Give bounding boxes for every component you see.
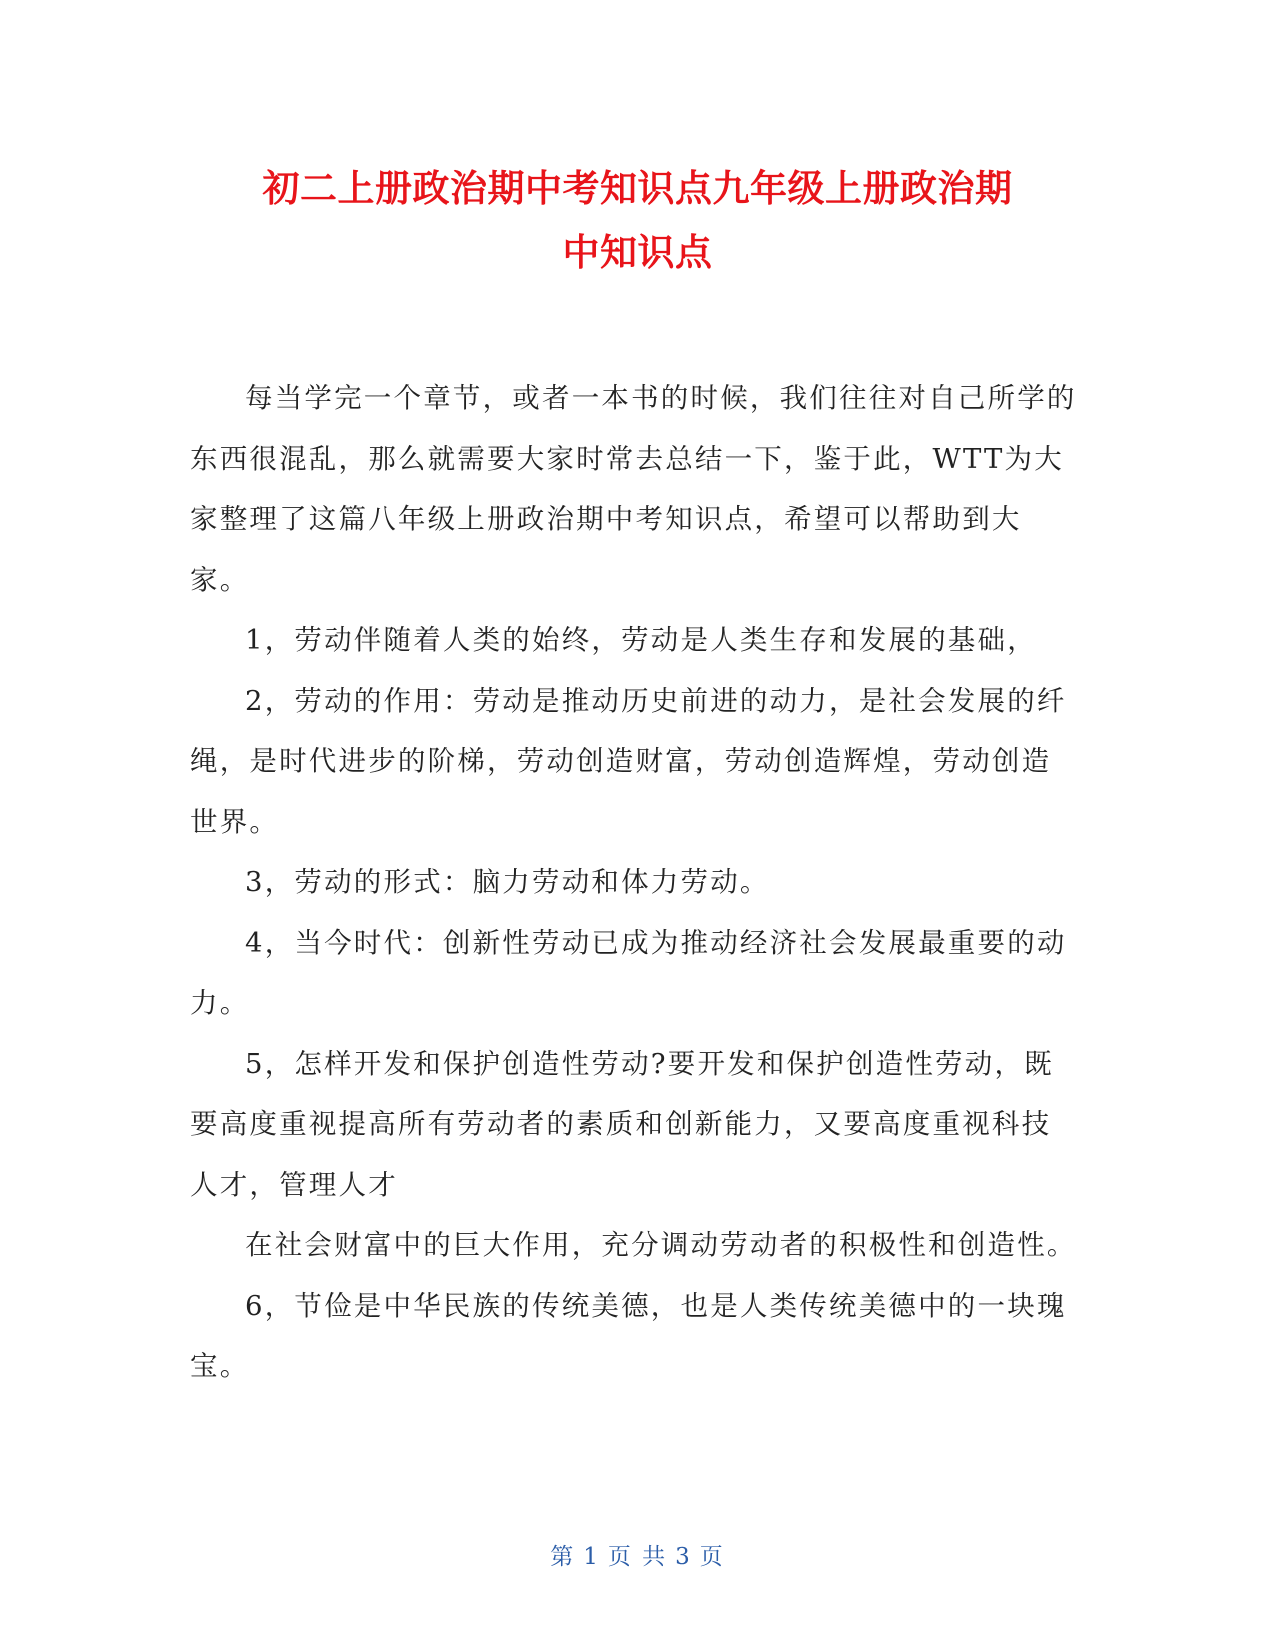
- document-body: [190, 368, 1080, 1397]
- footer-current-page: 1: [583, 1544, 600, 1570]
- paragraph-point-5-continued: 在社会财富中的巨大作用，充分调动劳动者的积极性和创造性。: [245, 1229, 1077, 1261]
- document-title: [160, 157, 1115, 285]
- title-line-1: 初二上册政治期中考知识点九年级上册政治期: [262, 167, 1013, 210]
- paragraph-point-5: 5，怎样开发和保护创造性劳动?要开发和保护创造性劳动，既要高度重视提高所有劳动者的素质和创新能力，又要高度重视科技人才，管理人才: [190, 1047, 1054, 1201]
- title-line-2: 中知识点: [562, 231, 713, 274]
- footer-prefix: 第: [550, 1544, 576, 1570]
- paragraph-point-3: 3，劳动的形式：脑力劳动和体力劳动。: [245, 866, 770, 898]
- paragraph-point-4: 4，当今时代：创新性劳动已成为推动经济社会发展最重要的动力。: [190, 926, 1067, 1019]
- page-footer: [0, 1538, 1275, 1571]
- footer-total-pages: 3: [675, 1544, 692, 1570]
- paragraph-intro: 每当学完一个章节，或者一本书的时候，我们往往对自己所学的东西很混乱，那么就需要大家时常去总结一下，鉴于此，WTT为大家整理了这篇八年级上册政治期中考知识点，希望可以帮助到大家。: [190, 382, 1077, 596]
- footer-suffix: 页: [699, 1544, 725, 1570]
- footer-middle: 页 共: [607, 1544, 668, 1570]
- paragraph-point-2: 2，劳动的作用：劳动是推动历史前进的动力，是社会发展的纤绳，是时代进步的阶梯，劳动创造财富，劳动创造辉煌，劳动创造世界。: [190, 684, 1067, 838]
- paragraph-point-6: 6，节俭是中华民族的传统美德，也是人类传统美德中的一块瑰宝。: [190, 1289, 1067, 1382]
- paragraph-point-1: 1，劳动伴随着人类的始终，劳动是人类生存和发展的基础，: [245, 624, 1037, 656]
